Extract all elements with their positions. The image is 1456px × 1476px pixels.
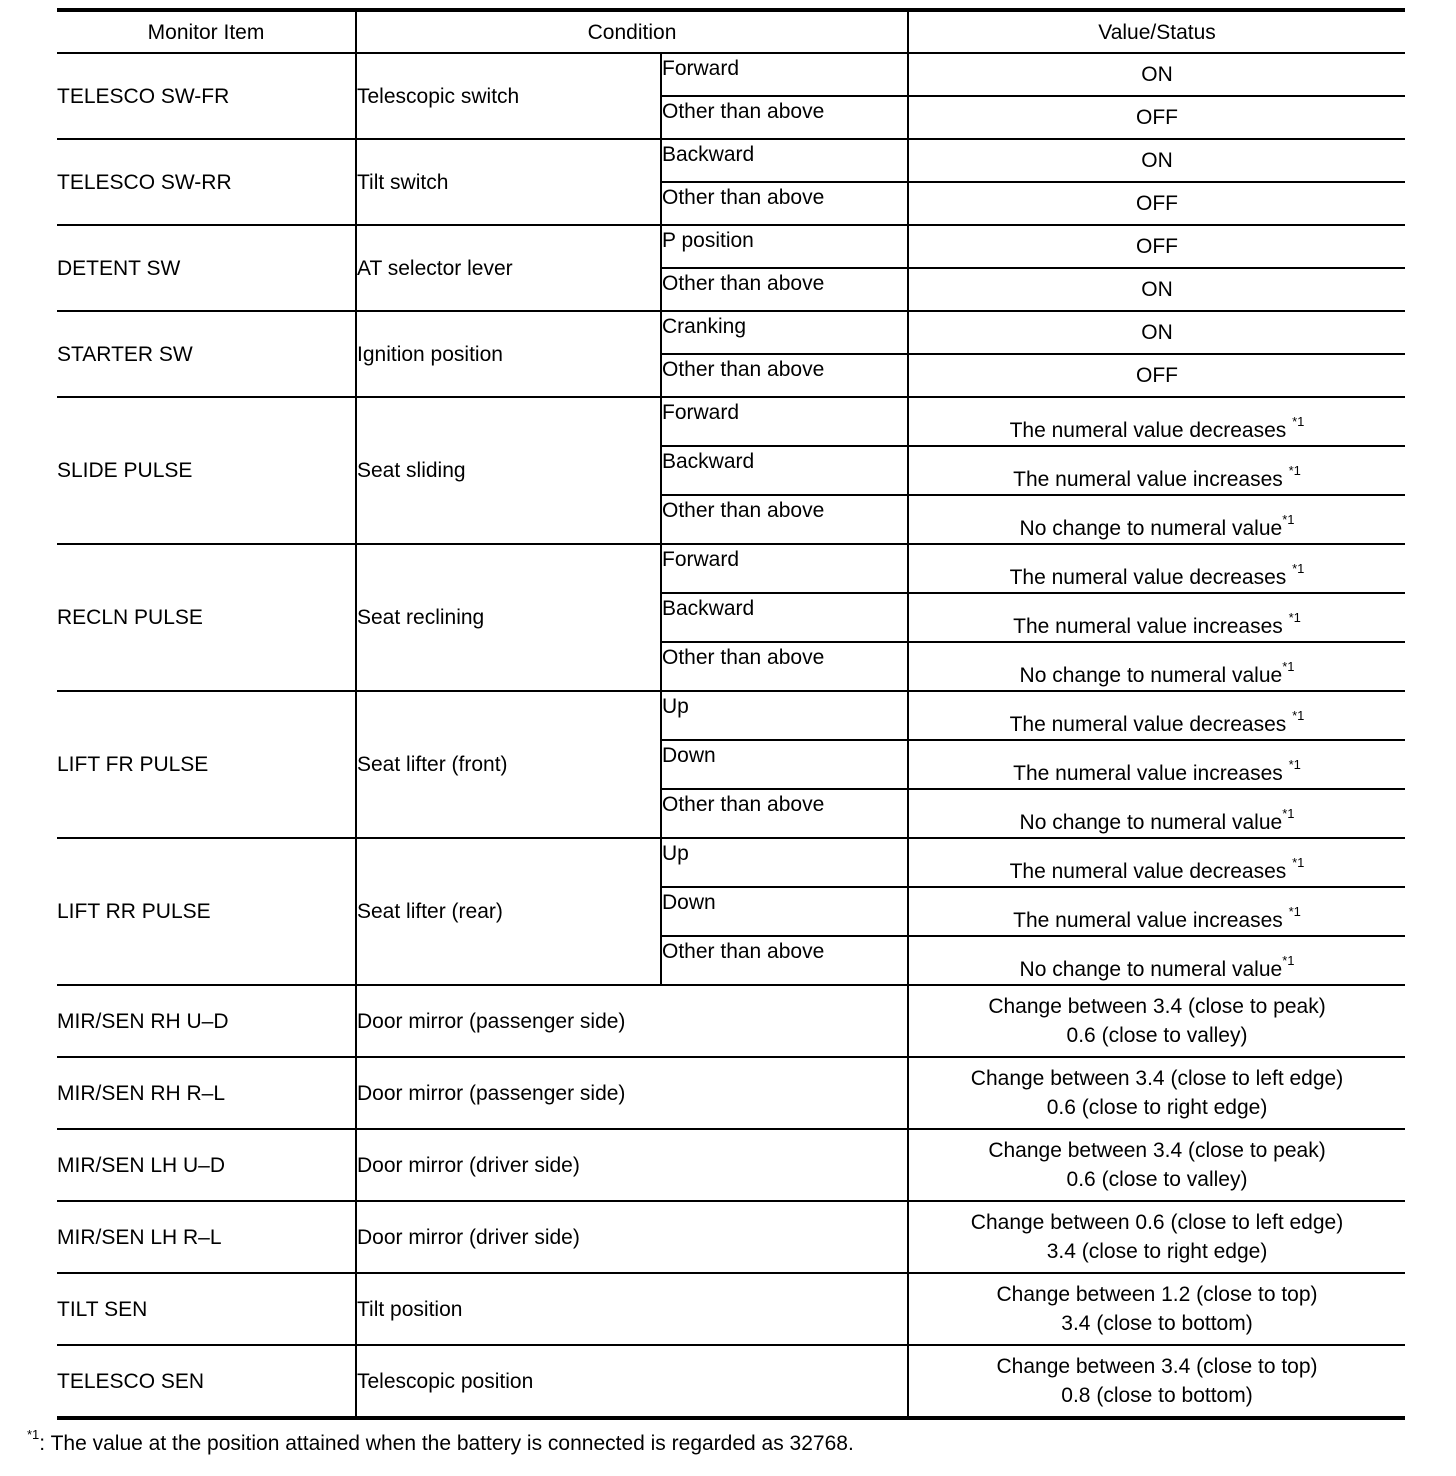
value-status-cell (908, 593, 1405, 642)
value-status-cell (908, 311, 1405, 354)
footnote-ref-mark: *1 (1282, 511, 1295, 527)
value-text: ON (1141, 321, 1173, 344)
monitor-item-cell: MIR/SEN LH R–L (57, 1201, 356, 1273)
table-header-row (57, 10, 1405, 53)
footnote-ref-mark: *1 (1288, 903, 1301, 919)
table-row (57, 139, 1405, 182)
table-row (57, 225, 1405, 268)
sub-condition-cell: Up (661, 838, 908, 887)
sub-condition-cell: Backward (661, 139, 908, 182)
value-line: 0.6 (close to right edge) (1046, 1096, 1268, 1119)
value-text: ON (1141, 149, 1173, 172)
condition-cell: Seat lifter (front) (356, 691, 661, 838)
value-status-cell (908, 1345, 1405, 1418)
value-line: 0.6 (close to valley) (1066, 1024, 1248, 1047)
value-line: Change between 0.6 (close to left edge) (970, 1211, 1344, 1234)
condition-cell: Seat reclining (356, 544, 661, 691)
value-text: The numeral value increases (1013, 615, 1289, 638)
value-status-cell (908, 985, 1405, 1057)
footnote-ref-mark: *1 (1292, 854, 1305, 870)
sub-condition-cell: Backward (661, 593, 908, 642)
value-text: The numeral value decreases (1009, 419, 1293, 442)
condition-cell: Door mirror (driver side) (356, 1201, 908, 1273)
sub-condition-cell: Forward (661, 53, 908, 96)
footnote-ref-mark: *1 (1292, 707, 1305, 723)
value-text: ON (1141, 278, 1173, 301)
sub-condition-cell: Down (661, 887, 908, 936)
monitor-item-cell: LIFT RR PULSE (57, 838, 356, 985)
sub-condition-cell: Backward (661, 446, 908, 495)
table-row (57, 544, 1405, 593)
monitor-item-cell: MIR/SEN LH U–D (57, 1129, 356, 1201)
value-text: OFF (1136, 235, 1179, 258)
monitor-item-cell: MIR/SEN RH R–L (57, 1057, 356, 1129)
value-text: OFF (1136, 192, 1179, 215)
value-status-cell (908, 139, 1405, 182)
footnote-ref-mark: *1 (1282, 952, 1295, 968)
value-text: ON (1141, 63, 1173, 86)
value-text: No change to numeral value (1019, 664, 1283, 687)
value-text: OFF (1136, 106, 1179, 129)
footnote-text: : The value at the position attained when the battery is connected is regarded as 32768. (39, 1432, 854, 1455)
monitor-item-cell: TELESCO SEN (57, 1345, 356, 1418)
footnote (27, 1426, 854, 1459)
value-text: No change to numeral value (1019, 958, 1283, 981)
table-row (57, 1273, 1405, 1345)
value-status-cell (908, 887, 1405, 936)
value-line: Change between 3.4 (close to peak) (988, 1139, 1326, 1162)
footnote-ref-mark: *1 (1288, 756, 1301, 772)
value-line: Change between 3.4 (close to top) (996, 1355, 1318, 1378)
value-status-cell (908, 1201, 1405, 1273)
value-text: No change to numeral value (1019, 811, 1283, 834)
footnote-ref-mark: *1 (1282, 658, 1295, 674)
footnote-ref-mark: *1 (1282, 805, 1295, 821)
sub-condition-cell: Other than above (661, 642, 908, 691)
value-line: 0.6 (close to valley) (1066, 1168, 1248, 1191)
sub-condition-cell: P position (661, 225, 908, 268)
value-status-cell (908, 268, 1405, 311)
monitor-item-cell: TILT SEN (57, 1273, 356, 1345)
table-row (57, 1057, 1405, 1129)
monitor-item-cell: DETENT SW (57, 225, 356, 311)
table-row (57, 397, 1405, 446)
condition-cell: Tilt position (356, 1273, 908, 1345)
sub-condition-cell: Other than above (661, 495, 908, 544)
table-row (57, 1345, 1405, 1418)
footnote-ref-mark: *1 (1288, 462, 1301, 478)
condition-cell: Door mirror (driver side) (356, 1129, 908, 1201)
value-status-cell (908, 96, 1405, 139)
monitor-item-cell: TELESCO SW-FR (57, 53, 356, 139)
sub-condition-cell: Other than above (661, 354, 908, 397)
value-status-cell (908, 642, 1405, 691)
footnote-mark: *1 (27, 1426, 40, 1442)
condition-cell: AT selector lever (356, 225, 661, 311)
value-status-cell (908, 495, 1405, 544)
table-body (57, 53, 1405, 1418)
table-row (57, 985, 1405, 1057)
value-status-cell (908, 225, 1405, 268)
value-status-cell (908, 446, 1405, 495)
value-status-cell (908, 544, 1405, 593)
value-line: 3.4 (close to bottom) (1061, 1312, 1253, 1335)
value-text: The numeral value increases (1013, 468, 1289, 491)
monitor-item-cell: SLIDE PULSE (57, 397, 356, 544)
condition-cell: Door mirror (passenger side) (356, 1057, 908, 1129)
value-text: The numeral value decreases (1009, 713, 1293, 736)
condition-cell: Ignition position (356, 311, 661, 397)
table-row (57, 311, 1405, 354)
header-value-status: Value/Status (908, 10, 1405, 53)
value-line: 0.8 (close to bottom) (1061, 1384, 1253, 1407)
monitor-item-table (57, 8, 1405, 1420)
value-text: The numeral value decreases (1009, 860, 1293, 883)
value-status-cell (908, 936, 1405, 985)
sub-condition-cell: Other than above (661, 182, 908, 225)
value-text: OFF (1136, 364, 1179, 387)
sub-condition-cell: Down (661, 740, 908, 789)
sub-condition-cell: Cranking (661, 311, 908, 354)
value-text: The numeral value increases (1013, 909, 1289, 932)
monitor-item-cell: RECLN PULSE (57, 544, 356, 691)
sub-condition-cell: Other than above (661, 96, 908, 139)
monitor-item-cell: MIR/SEN RH U–D (57, 985, 356, 1057)
value-status-cell (908, 1057, 1405, 1129)
value-status-cell (908, 1129, 1405, 1201)
condition-cell: Tilt switch (356, 139, 661, 225)
sub-condition-cell: Up (661, 691, 908, 740)
footnote-ref-mark: *1 (1292, 560, 1305, 576)
sub-condition-cell: Other than above (661, 936, 908, 985)
table-row (57, 53, 1405, 96)
value-status-cell (908, 53, 1405, 96)
value-status-cell (908, 354, 1405, 397)
header-condition: Condition (356, 10, 908, 53)
sub-condition-cell: Forward (661, 397, 908, 446)
condition-cell: Telescopic switch (356, 53, 661, 139)
table-row (57, 1201, 1405, 1273)
sub-condition-cell: Other than above (661, 789, 908, 838)
value-line: Change between 3.4 (close to left edge) (970, 1067, 1344, 1090)
condition-cell: Seat sliding (356, 397, 661, 544)
table-row (57, 838, 1405, 887)
footnote-ref-mark: *1 (1292, 413, 1305, 429)
condition-cell: Seat lifter (rear) (356, 838, 661, 985)
footnote-ref-mark: *1 (1288, 609, 1301, 625)
value-line: 3.4 (close to right edge) (1046, 1240, 1268, 1263)
value-status-cell (908, 691, 1405, 740)
value-status-cell (908, 838, 1405, 887)
table-row (57, 691, 1405, 740)
value-text: The numeral value decreases (1009, 566, 1293, 589)
sub-condition-cell: Other than above (661, 268, 908, 311)
value-status-cell (908, 397, 1405, 446)
table-row (57, 1129, 1405, 1201)
monitor-item-cell: TELESCO SW-RR (57, 139, 356, 225)
value-line: Change between 3.4 (close to peak) (988, 995, 1326, 1018)
monitor-item-cell: LIFT FR PULSE (57, 691, 356, 838)
value-status-cell (908, 740, 1405, 789)
value-line: Change between 1.2 (close to top) (996, 1283, 1318, 1306)
value-text: The numeral value increases (1013, 762, 1289, 785)
condition-cell: Door mirror (passenger side) (356, 985, 908, 1057)
monitor-item-cell: STARTER SW (57, 311, 356, 397)
value-status-cell (908, 789, 1405, 838)
value-status-cell (908, 1273, 1405, 1345)
value-status-cell (908, 182, 1405, 225)
value-text: No change to numeral value (1019, 517, 1283, 540)
header-monitor-item: Monitor Item (57, 10, 356, 53)
condition-cell: Telescopic position (356, 1345, 908, 1418)
sub-condition-cell: Forward (661, 544, 908, 593)
